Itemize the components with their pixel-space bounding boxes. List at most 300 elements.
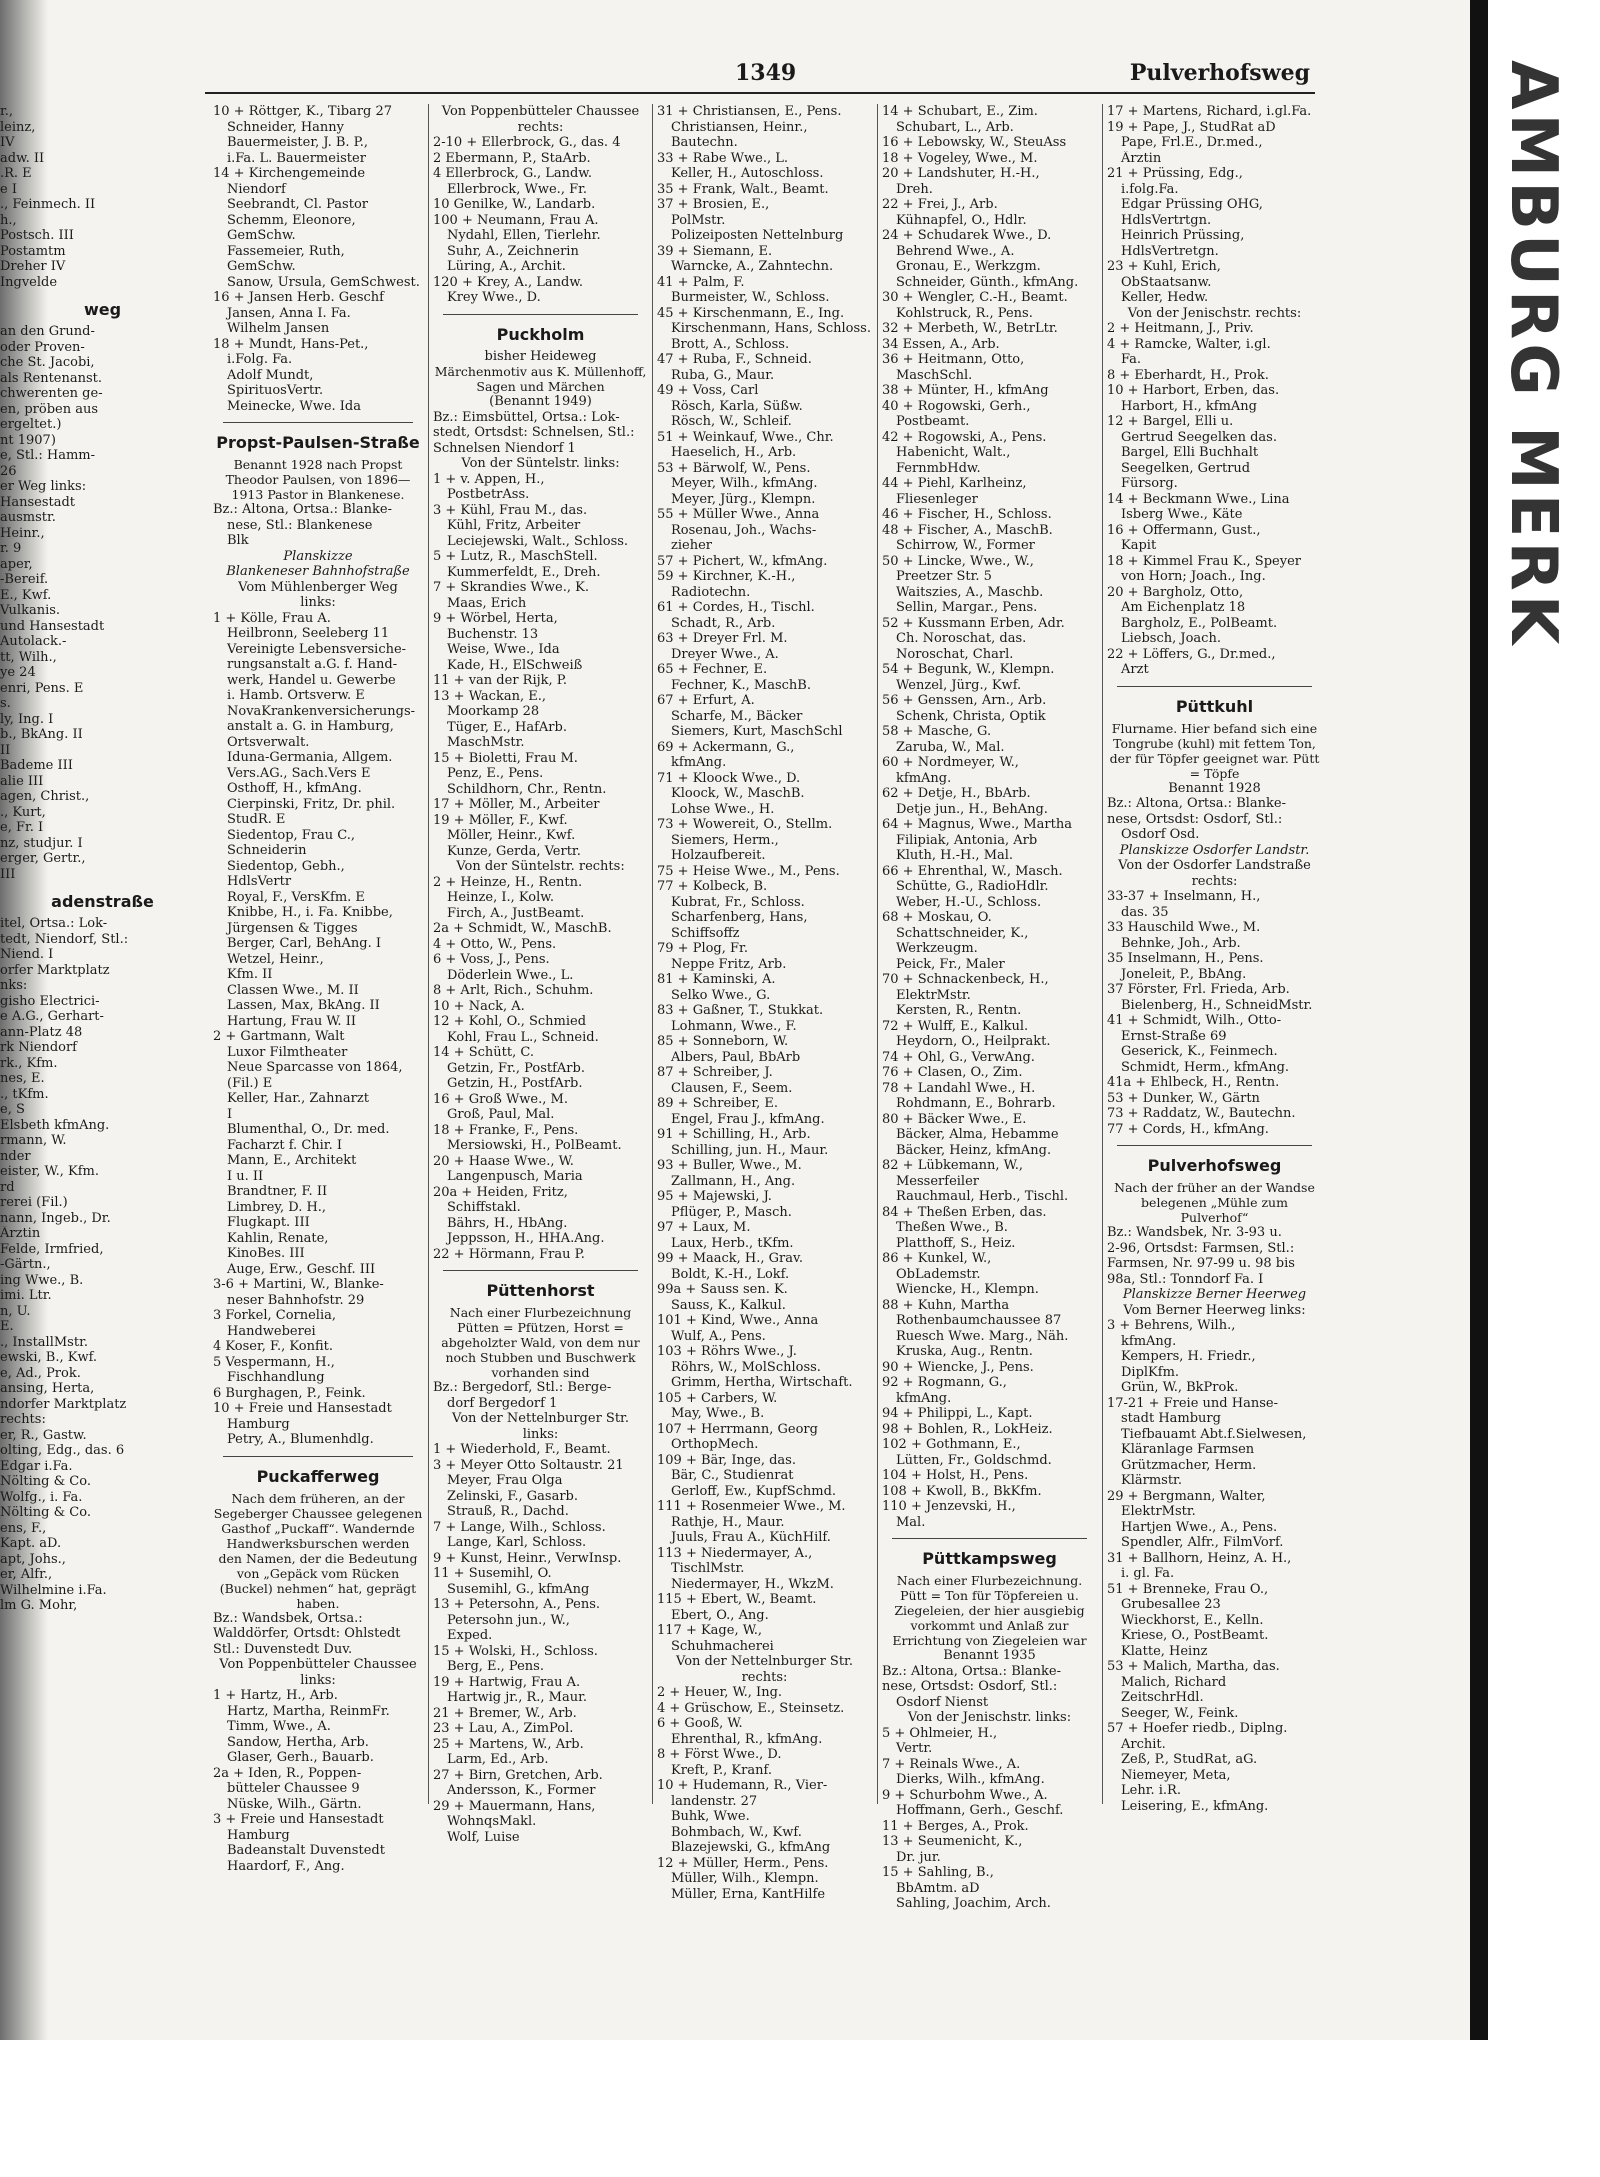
directory-entry: Keller, Har., Zahnarzt <box>227 1091 369 1106</box>
directory-entry: 4 + Grüschow, E., Steinsetz. <box>657 1700 845 1716</box>
directory-entry: 18 + Franke, F., Pens. <box>433 1122 579 1138</box>
directory-entry: Kloock, W., MaschB. <box>671 786 805 801</box>
directory-entry: HdlsVertrtgn. <box>1121 212 1212 228</box>
directory-entry: 18 + Kimmel Frau K., Speyer <box>1107 553 1301 569</box>
directory-entry: Krey Wwe., D. <box>447 290 541 305</box>
directory-entry: 29 + Bergmann, Walter, <box>1107 1488 1266 1504</box>
directory-entry: 95 + Majewski, J. <box>657 1189 772 1204</box>
directory-entry: Bauermeister, J. B. P., <box>227 135 369 150</box>
directory-entry: Scharfenberg, Hans, <box>671 910 808 925</box>
directory-entry: 1 + v. Appen, H., <box>433 471 545 487</box>
directory-entry: Bargel, Elli Buchhalt <box>1121 445 1259 460</box>
directory-entry: 73 + Wowereit, O., Stellm. <box>657 817 833 832</box>
directory-entry: ausmstr. <box>0 510 56 525</box>
directory-entry: Blumenthal, O., Dr. med. <box>227 1122 390 1137</box>
directory-entry: Klärmstr. <box>1121 1473 1182 1488</box>
section-divider <box>223 422 413 423</box>
directory-entry: Wilhelm Jansen <box>227 321 330 336</box>
directory-entry: Burmeister, W., Schloss. <box>671 290 830 305</box>
directory-entry: Andersson, K., Former <box>447 1783 596 1798</box>
directory-entry: 80 + Bäcker Wwe., E. <box>882 1111 1027 1127</box>
directory-entry: Firch, A., JustBeamt. <box>447 905 585 921</box>
directory-entry: Ärztin <box>1121 150 1162 166</box>
directory-entry: 51 + Weinkauf, Wwe., Chr. <box>657 429 834 445</box>
directory-entry: 32 + Merbeth, W., BetrLtr. <box>882 321 1058 336</box>
street-heading: weg <box>83 300 122 319</box>
directory-entry: 22 + Frei, J., Arb. <box>882 197 998 212</box>
directory-entry: 37 Förster, Frl. Frieda, Arb. <box>1107 982 1290 997</box>
directory-entry: Blk <box>227 533 249 548</box>
directory-entry: Christiansen, Heinr., <box>671 119 808 135</box>
directory-entry: Schütte, G., RadioHdlr. <box>896 879 1049 894</box>
directory-entry: Ingvelde <box>0 274 58 290</box>
directory-entry: itel, Ortsa.: Lok- <box>0 916 108 931</box>
directory-entry: Bäcker, Heinz, kfmAng. <box>896 1142 1052 1158</box>
directory-entry: Ellerbrock, Wwe., Fr. <box>447 181 588 197</box>
directory-entry: Keller, H., Autoschloss. <box>671 166 824 181</box>
directory-entry: Fechner, K., MaschB. <box>671 677 811 693</box>
directory-entry: b., BkAng. II <box>0 727 83 742</box>
directory-entry: 83 + Gaßner, T., Stukkat. <box>657 1003 824 1018</box>
side-label: Vom Berner Heerweg links: <box>1123 1302 1306 1318</box>
section-divider <box>443 1270 638 1271</box>
directory-entry: Niend. I <box>0 947 54 962</box>
directory-entry: Hamburg <box>227 1416 290 1432</box>
directory-entry: nese, Stl.: Blankenese <box>227 517 373 533</box>
directory-entry: 2 Ebermann, P., StaArb. <box>433 150 591 166</box>
directory-entry: 79 + Plog, Fr. <box>657 941 748 956</box>
directory-entry: Leisering, E., kfmAng. <box>1121 1798 1269 1814</box>
column-divider <box>1102 104 1103 1804</box>
directory-entry: Rohdmann, E., Bohrarb. <box>896 1096 1056 1111</box>
directory-entry: 92 + Rogmann, G., <box>882 1375 1007 1390</box>
directory-entry: ., Feinmech. II <box>0 197 96 212</box>
directory-entry: er Weg links: <box>0 479 87 494</box>
directory-entry: 67 + Erfurt, A. <box>657 693 755 708</box>
directory-entry: 110 + Jenzevski, H., <box>882 1499 1016 1514</box>
directory-entry: Kahlin, Renate, <box>227 1230 329 1246</box>
directory-entry: 108 + Kwoll, B., BkKfm. <box>882 1483 1042 1499</box>
directory-entry: Sandow, Hertha, Arb. <box>227 1734 369 1750</box>
street-description: Märchenmotiv aus K. Müllenhoff, Sagen und Märchen <box>434 364 647 394</box>
directory-entry: 3 + Kühl, Frau M., das. <box>433 502 588 518</box>
directory-entry: Tiefbauamt Abt.f.Sielwesen, <box>1121 1426 1307 1442</box>
directory-entry: 10 + Nack, A. <box>433 998 525 1014</box>
directory-entry: 38 + Münter, H., kfmAng <box>882 383 1049 398</box>
directory-entry: 115 + Ebert, W., Beamt. <box>657 1592 817 1607</box>
directory-entry: Kohl, Frau L., Schneid. <box>447 1029 599 1045</box>
directory-entry: 70 + Schnackenbeck, H., <box>882 972 1049 987</box>
directory-entry: 35 Inselmann, H., Pens. <box>1107 951 1264 966</box>
directory-entry: nese, Ortsdst: Osdorf, Stl.: <box>1107 811 1283 827</box>
directory-entry: 33 + Rabe Wwe., L. <box>657 150 789 166</box>
directory-entry: Ruba, G., Maur. <box>671 367 775 383</box>
directory-entry: ., Kurt, <box>0 804 46 820</box>
directory-entry: bütteler Chaussee 9 <box>227 1781 360 1796</box>
directory-entry: Grimm, Hertha, Wirtschaft. <box>671 1375 853 1390</box>
street-description: Flurname. Hier befand sich eine Tongrube (kuhl) mit fettem Ton, der für Töpfer geeignet war. Pütt = Töpfe <box>1109 720 1320 781</box>
directory-entry: agen, Christ., <box>0 789 90 804</box>
directory-entry: 1 + Kölle, Frau A. <box>213 610 331 626</box>
directory-entry: HdlsVertr <box>227 874 292 889</box>
directory-entry: 120 + Krey, A., Landw. <box>433 274 584 290</box>
directory-entry: 7 + Reinals Wwe., A. <box>882 1756 1021 1772</box>
column-4 <box>882 104 1097 1912</box>
directory-entry: 113 + Niedermayer, A., <box>657 1545 813 1561</box>
directory-entry: ., tKfm. <box>0 1086 49 1102</box>
directory-entry: Getzin, H., PostfArb. <box>447 1076 583 1091</box>
directory-entry: Liebsch, Joach. <box>1121 631 1221 646</box>
directory-entry: 16 + Offermann, Gust., <box>1107 522 1261 538</box>
directory-entry: 29 + Mauermann, Hans, <box>433 1798 596 1814</box>
directory-entry: Wulf, A., Pens. <box>671 1328 766 1344</box>
directory-entry: 25 + Martens, W., Arb. <box>433 1736 584 1752</box>
directory-entry: Rothenbaumchaussee 87 <box>896 1313 1062 1328</box>
directory-entry: 34 Essen, A., Arb. <box>882 336 1000 352</box>
directory-entry: .R. E <box>0 166 32 181</box>
directory-entry: Peick, Fr., Maler <box>896 956 1005 972</box>
directory-entry: tt, Wilh., <box>0 649 57 665</box>
directory-entry: 2a + Iden, R., Poppen- <box>213 1765 362 1781</box>
directory-entry: Walddörfer, Ortsdt: Ohlstedt <box>213 1626 401 1641</box>
directory-entry: 55 + Müller Wwe., Anna <box>657 507 820 522</box>
directory-entry: 41a + Ehlbeck, H., Rentn. <box>1107 1075 1280 1090</box>
directory-entry: 60 + Nordmeyer, W., <box>882 755 1019 770</box>
directory-entry: ElektrMstr. <box>1121 1504 1196 1519</box>
directory-entry: Kummerfeldt, E., Dreh. <box>447 564 601 580</box>
side-label: rechts: <box>517 119 564 135</box>
directory-entry: Susemihl, G., kfmAng <box>447 1581 590 1597</box>
directory-entry: Exped. <box>447 1628 493 1643</box>
directory-entry: 4 Koser, F., Konfit. <box>213 1339 333 1354</box>
directory-entry: Schiffstakl. <box>447 1200 521 1215</box>
directory-entry: 63 + Dreyer Frl. M. <box>657 631 788 646</box>
directory-entry: Bz.: Altona, Ortsa.: Blanke- <box>213 502 392 517</box>
directory-entry: -Gärtn., <box>0 1257 51 1272</box>
directory-entry: Gertrud Seegelken das. <box>1121 429 1277 445</box>
directory-entry: Brandtner, F. II <box>227 1184 328 1199</box>
directory-entry: 22 + Hörmann, Frau P. <box>433 1246 585 1262</box>
directory-entry: 76 + Clasen, O., Zim. <box>882 1065 1023 1080</box>
directory-entry: E. <box>0 1319 14 1334</box>
directory-entry: 102 + Gothmann, E., <box>882 1437 1021 1452</box>
directory-entry: 20 + Landshuter, H.-H., <box>882 166 1040 181</box>
directory-entry: rmann, W. <box>0 1133 67 1148</box>
directory-entry: ElektrMstr. <box>896 987 971 1003</box>
directory-entry: tedt, Niendorf, Stl.: <box>0 931 129 947</box>
directory-entry: nks: <box>0 978 28 993</box>
section-divider <box>892 1538 1087 1539</box>
directory-entry: 19 + Möller, F., Kwf. <box>433 812 568 828</box>
directory-entry: 18 + Mundt, Hans-Pet., <box>213 336 369 352</box>
directory-entry: 10 + Röttger, K., Tibarg 27 <box>213 104 393 119</box>
directory-entry: Müller, Erna, KantHilfe <box>671 1886 826 1902</box>
directory-entry: Wolfg., i. Fa. <box>0 1489 83 1505</box>
directory-entry: Moorkamp 28 <box>447 704 540 719</box>
directory-entry: i.Fa. L. Bauermeister <box>227 150 366 166</box>
directory-entry: 69 + Ackermann, G., <box>657 739 795 755</box>
directory-entry: Malich, Richard <box>1121 1674 1227 1690</box>
directory-entry: Zelinski, F., Gasarb. <box>447 1488 579 1504</box>
directory-entry: Limbrey, D. H., <box>227 1199 327 1215</box>
directory-entry: Schadt, R., Arb. <box>671 615 776 631</box>
directory-entry: 9 + Wörbel, Herta, <box>433 611 558 626</box>
directory-entry: Bohmbach, W., Kwf. <box>671 1824 802 1840</box>
side-label: links: <box>522 1426 559 1442</box>
directory-entry: Hartjen Wwe., A., Pens. <box>1121 1519 1278 1535</box>
directory-entry: Bär, C., Studienrat <box>671 1468 794 1483</box>
directory-entry: Hartung, Frau W. II <box>227 1013 356 1029</box>
directory-entry: Noroschat, Charl. <box>896 646 1014 662</box>
directory-entry: Röhrs, W., MolSchloss. <box>671 1359 821 1375</box>
side-label: Blankeneser Bahnhofstraße <box>226 564 410 579</box>
directory-entry: Bährs, H., HbAng. <box>447 1215 568 1231</box>
directory-entry: 82 + Lübkemann, W., <box>882 1158 1024 1173</box>
directory-entry: Theßen Wwe., B. <box>896 1220 1008 1235</box>
directory-entry: Grubesallee 23 <box>1121 1597 1221 1612</box>
directory-entry: e, Fr. I <box>0 820 44 835</box>
directory-entry: n, U. <box>0 1303 31 1319</box>
directory-entry: Schuhmacherei <box>671 1638 774 1654</box>
side-label: Von der Jenischstr. links: <box>907 1710 1072 1725</box>
directory-entry: Schneider, Hanny <box>227 119 345 135</box>
directory-entry: 88 + Kuhn, Martha <box>882 1297 1010 1313</box>
directory-entry: 103 + Röhrs Wwe., J. <box>657 1344 797 1359</box>
directory-entry: 9 + Kunst, Heinr., VerwInsp. <box>433 1550 622 1566</box>
directory-entry: Kfm. II <box>227 967 273 982</box>
directory-entry: Messerfeiler <box>896 1173 979 1189</box>
directory-entry: 5 + Ohlmeier, H., <box>882 1725 998 1741</box>
directory-entry: Ernst-Straße 69 <box>1121 1028 1227 1044</box>
directory-entry: enri, Pens. E <box>0 680 84 696</box>
directory-entry: Meyer, Wilh., kfmAng. <box>671 476 818 491</box>
directory-entry: Langenpusch, Maria <box>447 1169 583 1184</box>
directory-entry: 2 + Heinze, H., Rentn. <box>433 874 583 890</box>
directory-entry: 98 + Bohlen, R., LokHeiz. <box>882 1421 1053 1437</box>
side-label: links: <box>300 595 336 610</box>
directory-entry: Juuls, Frau A., KüchHilf. <box>671 1530 831 1545</box>
directory-entry: 66 + Ehrenthal, W., Masch. <box>882 863 1063 879</box>
scan-right-edge <box>1470 0 1600 2177</box>
directory-entry: Wolf, Luise <box>447 1829 520 1845</box>
side-label: Benannt 1928 <box>1168 780 1261 796</box>
directory-entry: Seeger, W., Feink. <box>1121 1705 1239 1721</box>
directory-entry: oder Proven- <box>0 339 85 355</box>
directory-entry: Kühl, Fritz, Arbeiter <box>447 518 581 533</box>
directory-entry: von Horn; Joach., Ing. <box>1121 569 1266 584</box>
directory-entry: 109 + Bär, Inge, das. <box>657 1452 796 1468</box>
directory-entry: und Hansestadt <box>0 618 105 634</box>
directory-entry: zieher <box>671 538 712 553</box>
directory-entry: 87 + Schreiber, J. <box>657 1065 773 1080</box>
directory-entry: Heinrich Prüssing, <box>1121 228 1245 243</box>
directory-entry: Heilbronn, Seeleberg 11 <box>227 626 390 641</box>
directory-entry: Kirschenmann, Hans, Schloss. <box>671 321 871 336</box>
directory-entry: Nölting & Co. <box>0 1474 91 1489</box>
side-label: Planskizze Berner Heerweg <box>1122 1287 1307 1302</box>
directory-entry: Wilhelmine i.Fa. <box>0 1582 107 1598</box>
street-heading: Püttkampsweg <box>922 1549 1057 1568</box>
scan-border-bar <box>1470 0 1488 2040</box>
directory-entry: ZeitschrHdl. <box>1121 1690 1204 1705</box>
directory-entry: Classen Wwe., M. II <box>227 982 359 998</box>
side-label: Planskizze Osdorfer Landstr. <box>1119 842 1310 858</box>
directory-entry: 75 + Heise Wwe., M., Pens. <box>657 863 840 879</box>
side-label: Von der Süntelstr. rechts: <box>456 859 625 874</box>
directory-entry: Kohlstruck, R., Pens. <box>896 305 1033 321</box>
directory-entry: 52 + Kussmann Erben, Adr. <box>882 615 1065 631</box>
directory-entry: Heinr., <box>0 525 45 541</box>
directory-entry: e A.G., Gerhart- <box>0 1009 104 1024</box>
directory-entry: 17 + Möller, M., Arbeiter <box>433 797 600 812</box>
street-heading: Püttenhorst <box>486 1281 595 1300</box>
directory-entry: 81 + Kaminski, A. <box>657 972 776 987</box>
directory-entry: 3-6 + Martini, W., Blanke- <box>213 1277 384 1292</box>
directory-entry: 10 Genilke, W., Landarb. <box>433 197 596 212</box>
directory-entry: 19 + Hartwig, Frau A. <box>433 1674 581 1690</box>
directory-entry: May, Wwe., B. <box>671 1406 765 1421</box>
directory-entry: nt 1907) <box>0 432 56 448</box>
directory-entry: Timm, Wwe., A. <box>227 1719 331 1734</box>
directory-entry: MaschMstr. <box>447 735 525 750</box>
directory-entry: Zeß, P., StudRat, aG. <box>1121 1752 1258 1767</box>
directory-entry: Kubrat, Fr., Schloss. <box>671 894 805 910</box>
directory-entry: 86 + Kunkel, W., <box>882 1251 992 1266</box>
directory-entry: 14 + Schubart, E., Zim. <box>882 104 1038 119</box>
directory-entry: 85 + Sonneborn, W. <box>657 1034 789 1049</box>
directory-entry: 10 + Hudemann, R., Vier- <box>657 1778 828 1793</box>
directory-entry: Döderlein Wwe., L. <box>447 967 574 983</box>
side-label: Von Poppenbütteler Chaussee <box>441 104 640 119</box>
directory-entry: Weber, H.-U., Schloss. <box>896 894 1042 910</box>
directory-entry: i.folg.Fa. <box>1121 181 1179 197</box>
directory-entry: 6 Burghagen, P., Feink. <box>213 1385 366 1401</box>
directory-entry: Rosenau, Joh., Wachs- <box>671 522 817 538</box>
directory-entry: Brott, A., Schloss. <box>671 336 790 352</box>
directory-entry: apt, Johs., <box>0 1551 66 1567</box>
directory-entry: stedt, Ortsdst: Schnelsen, Stl.: <box>433 425 635 440</box>
directory-entry: Stl.: Duvenstedt Duv. <box>213 1641 353 1657</box>
directory-entry: 117 + Kage, W., <box>657 1623 763 1638</box>
directory-entry: Schenk, Christa, Optik <box>896 708 1046 724</box>
directory-entry: 14 + Kirchengemeinde <box>213 166 366 181</box>
directory-entry: BbAmtm. aD <box>896 1880 980 1896</box>
directory-entry: DiplKfm. <box>1121 1364 1180 1380</box>
street-description: Benannt 1928 nach Propst Theodor Paulsen, von 1896—1913 Pastor in Blankenese. <box>225 457 411 502</box>
directory-entry: Kluth, H.-H., Mal. <box>896 848 1014 863</box>
directory-entry: Sanow, Ursula, GemSchwest. <box>227 274 420 290</box>
directory-entry: aper, <box>0 556 33 572</box>
directory-entry: Bademe III <box>0 758 73 773</box>
directory-entry: Facharzt f. Chir. I <box>227 1137 342 1153</box>
directory-entry: Lassen, Max, BkAng. II <box>227 998 380 1013</box>
side-label: Benannt 1935 <box>943 1648 1036 1663</box>
directory-entry: 18 + Vogeley, Wwe., M. <box>882 150 1038 166</box>
directory-entry: nese, Ortsdst: Osdorf, Stl.: <box>882 1679 1058 1694</box>
directory-entry: 12 + Kohl, O., Schmied <box>433 1014 587 1029</box>
directory-entry: FernmbHdw. <box>896 460 981 476</box>
directory-entry: Hartwig jr., R., Maur. <box>447 1690 588 1705</box>
directory-entry: 58 + Masche, G. <box>882 724 992 739</box>
directory-entry: 104 + Holst, H., Pens. <box>882 1468 1029 1483</box>
directory-entry: Keller, Hedw. <box>1121 290 1209 305</box>
directory-entry: 31 + Ballhorn, Heinz, A. H., <box>1107 1550 1292 1566</box>
directory-entry: 11 + Berges, A., Prok. <box>882 1818 1029 1834</box>
directory-entry: Geserick, K., Feinmech. <box>1121 1044 1278 1059</box>
directory-entry: Rösch, Karla, Süßw. <box>671 398 803 414</box>
directory-entry: 84 + Theßen Erben, das. <box>882 1204 1047 1220</box>
side-label: (Benannt 1949) <box>489 394 592 409</box>
directory-entry: 2a + Schmidt, W., MaschB. <box>433 921 612 936</box>
directory-entry: 42 + Rogowski, A., Pens. <box>882 429 1047 445</box>
directory-entry: anstalt a. G. in Hamburg, <box>227 719 394 734</box>
directory-entry: Hartz, Martha, ReinmFr. <box>227 1703 390 1719</box>
edge-stamp: AMBURG MERK <box>1496 60 1570 649</box>
street-heading: Propst-Paulsen-Straße <box>216 433 420 452</box>
directory-entry: 3 + Meyer Otto Soltaustr. 21 <box>433 1457 624 1473</box>
directory-entry: Polizeiposten Nettelnburg <box>671 228 844 243</box>
directory-entry: Möller, Heinr., Kwf. <box>447 828 576 843</box>
directory-entry: Strauß, R., Dachd. <box>447 1504 569 1519</box>
directory-entry: Bz.: Wandsbek, Ortsa.: <box>213 1610 363 1626</box>
directory-entry: Edgar i.Fa. <box>0 1458 73 1474</box>
directory-entry: Sauss, K., Kalkul. <box>671 1297 786 1313</box>
directory-entry: Seegelken, Gertrud <box>1121 460 1251 476</box>
directory-entry: das. 35 <box>1121 904 1169 920</box>
street-heading: adenstraße <box>51 892 154 911</box>
column-1 <box>213 104 423 1874</box>
directory-entry: nz, studjur. I <box>0 835 83 851</box>
directory-entry: Behnke, Joh., Arb. <box>1121 935 1241 951</box>
directory-entry: Bargholz, E., PolBeamt. <box>1121 615 1278 631</box>
directory-entry: 5 + Lutz, R., MaschStell. <box>433 549 598 564</box>
header-rule <box>205 92 1315 94</box>
directory-entry: olting, Edg., das. 6 <box>0 1443 125 1458</box>
directory-entry: orfer Marktplatz <box>0 962 110 978</box>
directory-entry: rk., Kfm. <box>0 1055 58 1071</box>
directory-entry: OrthopMech. <box>671 1437 759 1452</box>
directory-entry: 105 + Carbers, W. <box>657 1390 778 1406</box>
directory-entry: Laux, Herb., tKfm. <box>671 1235 794 1251</box>
directory-entry: Larm, Ed., Arb. <box>447 1752 549 1767</box>
directory-entry: Getzin, Fr., PostfArb. <box>447 1060 585 1076</box>
directory-entry: Vulkanis. <box>0 603 61 618</box>
directory-entry: gisho Electrici- <box>0 993 100 1009</box>
directory-entry: rk Niendorf <box>0 1040 77 1055</box>
directory-entry: i.Folg. Fa. <box>227 352 293 367</box>
directory-entry: Hoffmann, Gerh., Geschf. <box>896 1803 1064 1818</box>
directory-entry: Knibbe, H., i. Fa. Knibbe, <box>227 905 393 920</box>
directory-entry: 26 <box>0 463 17 479</box>
column-divider <box>877 104 878 1804</box>
directory-entry: 1 + Wiederhold, F., Beamt. <box>433 1442 611 1457</box>
directory-entry: 13 + Seumenicht, K., <box>882 1834 1023 1849</box>
directory-entry: Spendler, Alfr., FilmVorf. <box>1121 1535 1284 1550</box>
directory-entry: Müller, Wilh., Klempn. <box>671 1871 819 1886</box>
directory-entry: 74 + Ohl, G., VerwAng. <box>882 1049 1035 1065</box>
directory-entry: -Bereif. <box>0 572 49 587</box>
directory-entry: Kade, H., ElSchweiß <box>447 657 583 673</box>
directory-entry: Pape, Frl.E., Dr.med., <box>1121 135 1263 150</box>
side-label: rechts: <box>741 1669 788 1685</box>
directory-entry: Kreft, P., Kranf. <box>671 1762 772 1778</box>
directory-entry: Postsch. III <box>0 228 74 243</box>
directory-entry: Bz.: Altona, Ortsa.: Blanke- <box>882 1663 1061 1679</box>
directory-entry: 7 + Lange, Wilh., Schloss. <box>433 1519 606 1535</box>
directory-entry: Siedentop, Gebh., <box>227 858 345 874</box>
directory-entry: Berger, Carl, BehAng. I <box>227 936 381 951</box>
directory-entry: Bz.: Bergedorf, Stl.: Berge- <box>433 1380 612 1395</box>
